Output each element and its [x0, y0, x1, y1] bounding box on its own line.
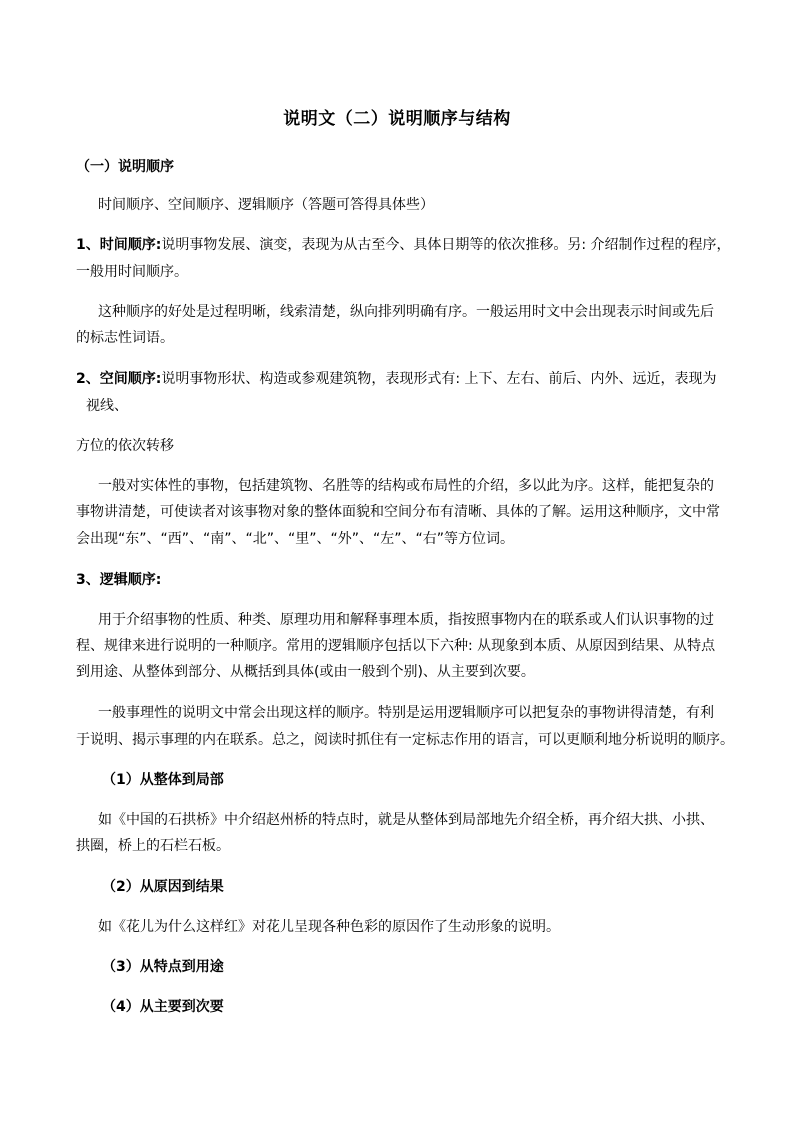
section-heading: （一）说明顺序 [76, 159, 174, 175]
time-order-p2-line-2: 的标志性词语。 [76, 330, 174, 346]
logic-order-p2-line-1: 一般事理性的说明文中常会出现这样的顺序。特别是运用逻辑顺序可以把复杂的事物讲得清楚，有利 [98, 705, 714, 721]
space-order-line-2: 视线、 [86, 398, 128, 414]
section-intro: 时间顺序、空间顺序、逻辑顺序（答题可答得具体些） [98, 197, 434, 213]
item-1-heading: （1）从整体到局部 [102, 772, 224, 788]
logic-order-p1-line-3: 到用途、从整体到部分、从概括到具体(或由一般到个别)、从主要到次要。 [76, 664, 535, 680]
logic-order-label: 3、逻辑顺序: [76, 572, 162, 588]
item-1-line-1: 如《中国的石拱桥》中介绍赵州桥的特点时，就是从整体到局部地先介绍全桥，再介绍大拱、小拱、 [98, 812, 714, 828]
space-order-p2-line-1: 一般对实体性的事物，包括建筑物、名胜等的结构或布局性的介绍，多以此为序。这样，能把复杂的 [98, 478, 714, 494]
logic-order-p1-line-2: 程、规律来进行说明的一种顺序。常用的逻辑顺序包括以下六种: 从现象到本质、从原因到结果、从特点 [76, 638, 716, 654]
item-2-heading: （2）从原因到结果 [102, 879, 224, 895]
document-title: 说明文（二）说明顺序与结构 [283, 109, 511, 129]
item-2-line-1: 如《花儿为什么这样红》对花儿呈现各种色彩的原因作了生动形象的说明。 [98, 919, 560, 935]
item-1-line-2: 拱圈，桥上的石栏石板。 [76, 838, 230, 854]
time-order-text-1: 说明事物发展、演变，表现为从古至今、具体日期等的依次推移。另: 介绍制作过程的程序， [161, 237, 731, 253]
time-order-line-2: 一般用时间顺序。 [76, 264, 188, 280]
space-order-line-3: 方位的依次转移 [76, 438, 174, 454]
logic-order-p1-line-1: 用于介绍事物的性质、种类、原理功用和解释事理本质，指按照事物内在的联系或人们认识事物的过 [98, 612, 714, 628]
time-order-line-1 [76, 235, 731, 255]
space-order-p2-line-2: 事物讲清楚，可使读者对该事物对象的整体面貌和空间分布有清晰、具体的了解。运用这种顺序，文中常 [76, 504, 720, 520]
space-order-text-1: 说明事物形状、构造或参观建筑物，表现形式有: 上下、左右、前后、内外、远近，表现为 [161, 371, 717, 387]
space-order-label: 2、空间顺序: [76, 371, 162, 387]
space-order-line-1 [76, 369, 717, 389]
time-order-label: 1、时间顺序: [76, 237, 162, 253]
space-order-p2-line-3: 会出现“东”、“西”、“南”、“北”、“里”、“外”、“左”、“右”等方位词。 [76, 531, 515, 547]
item-3-heading: （3）从特点到用途 [102, 959, 224, 975]
time-order-p2-line-1: 这种顺序的好处是过程明晰，线索清楚，纵向排列明确有序。一般运用时文中会出现表示时间或先后 [98, 304, 714, 320]
logic-order-p2-line-2: 于说明、揭示事理的内在联系。总之，阅读时抓住有一定标志作用的语言，可以更顺利地分析说明的顺序。 [76, 732, 734, 748]
item-4-heading: （4）从主要到次要 [102, 999, 224, 1015]
